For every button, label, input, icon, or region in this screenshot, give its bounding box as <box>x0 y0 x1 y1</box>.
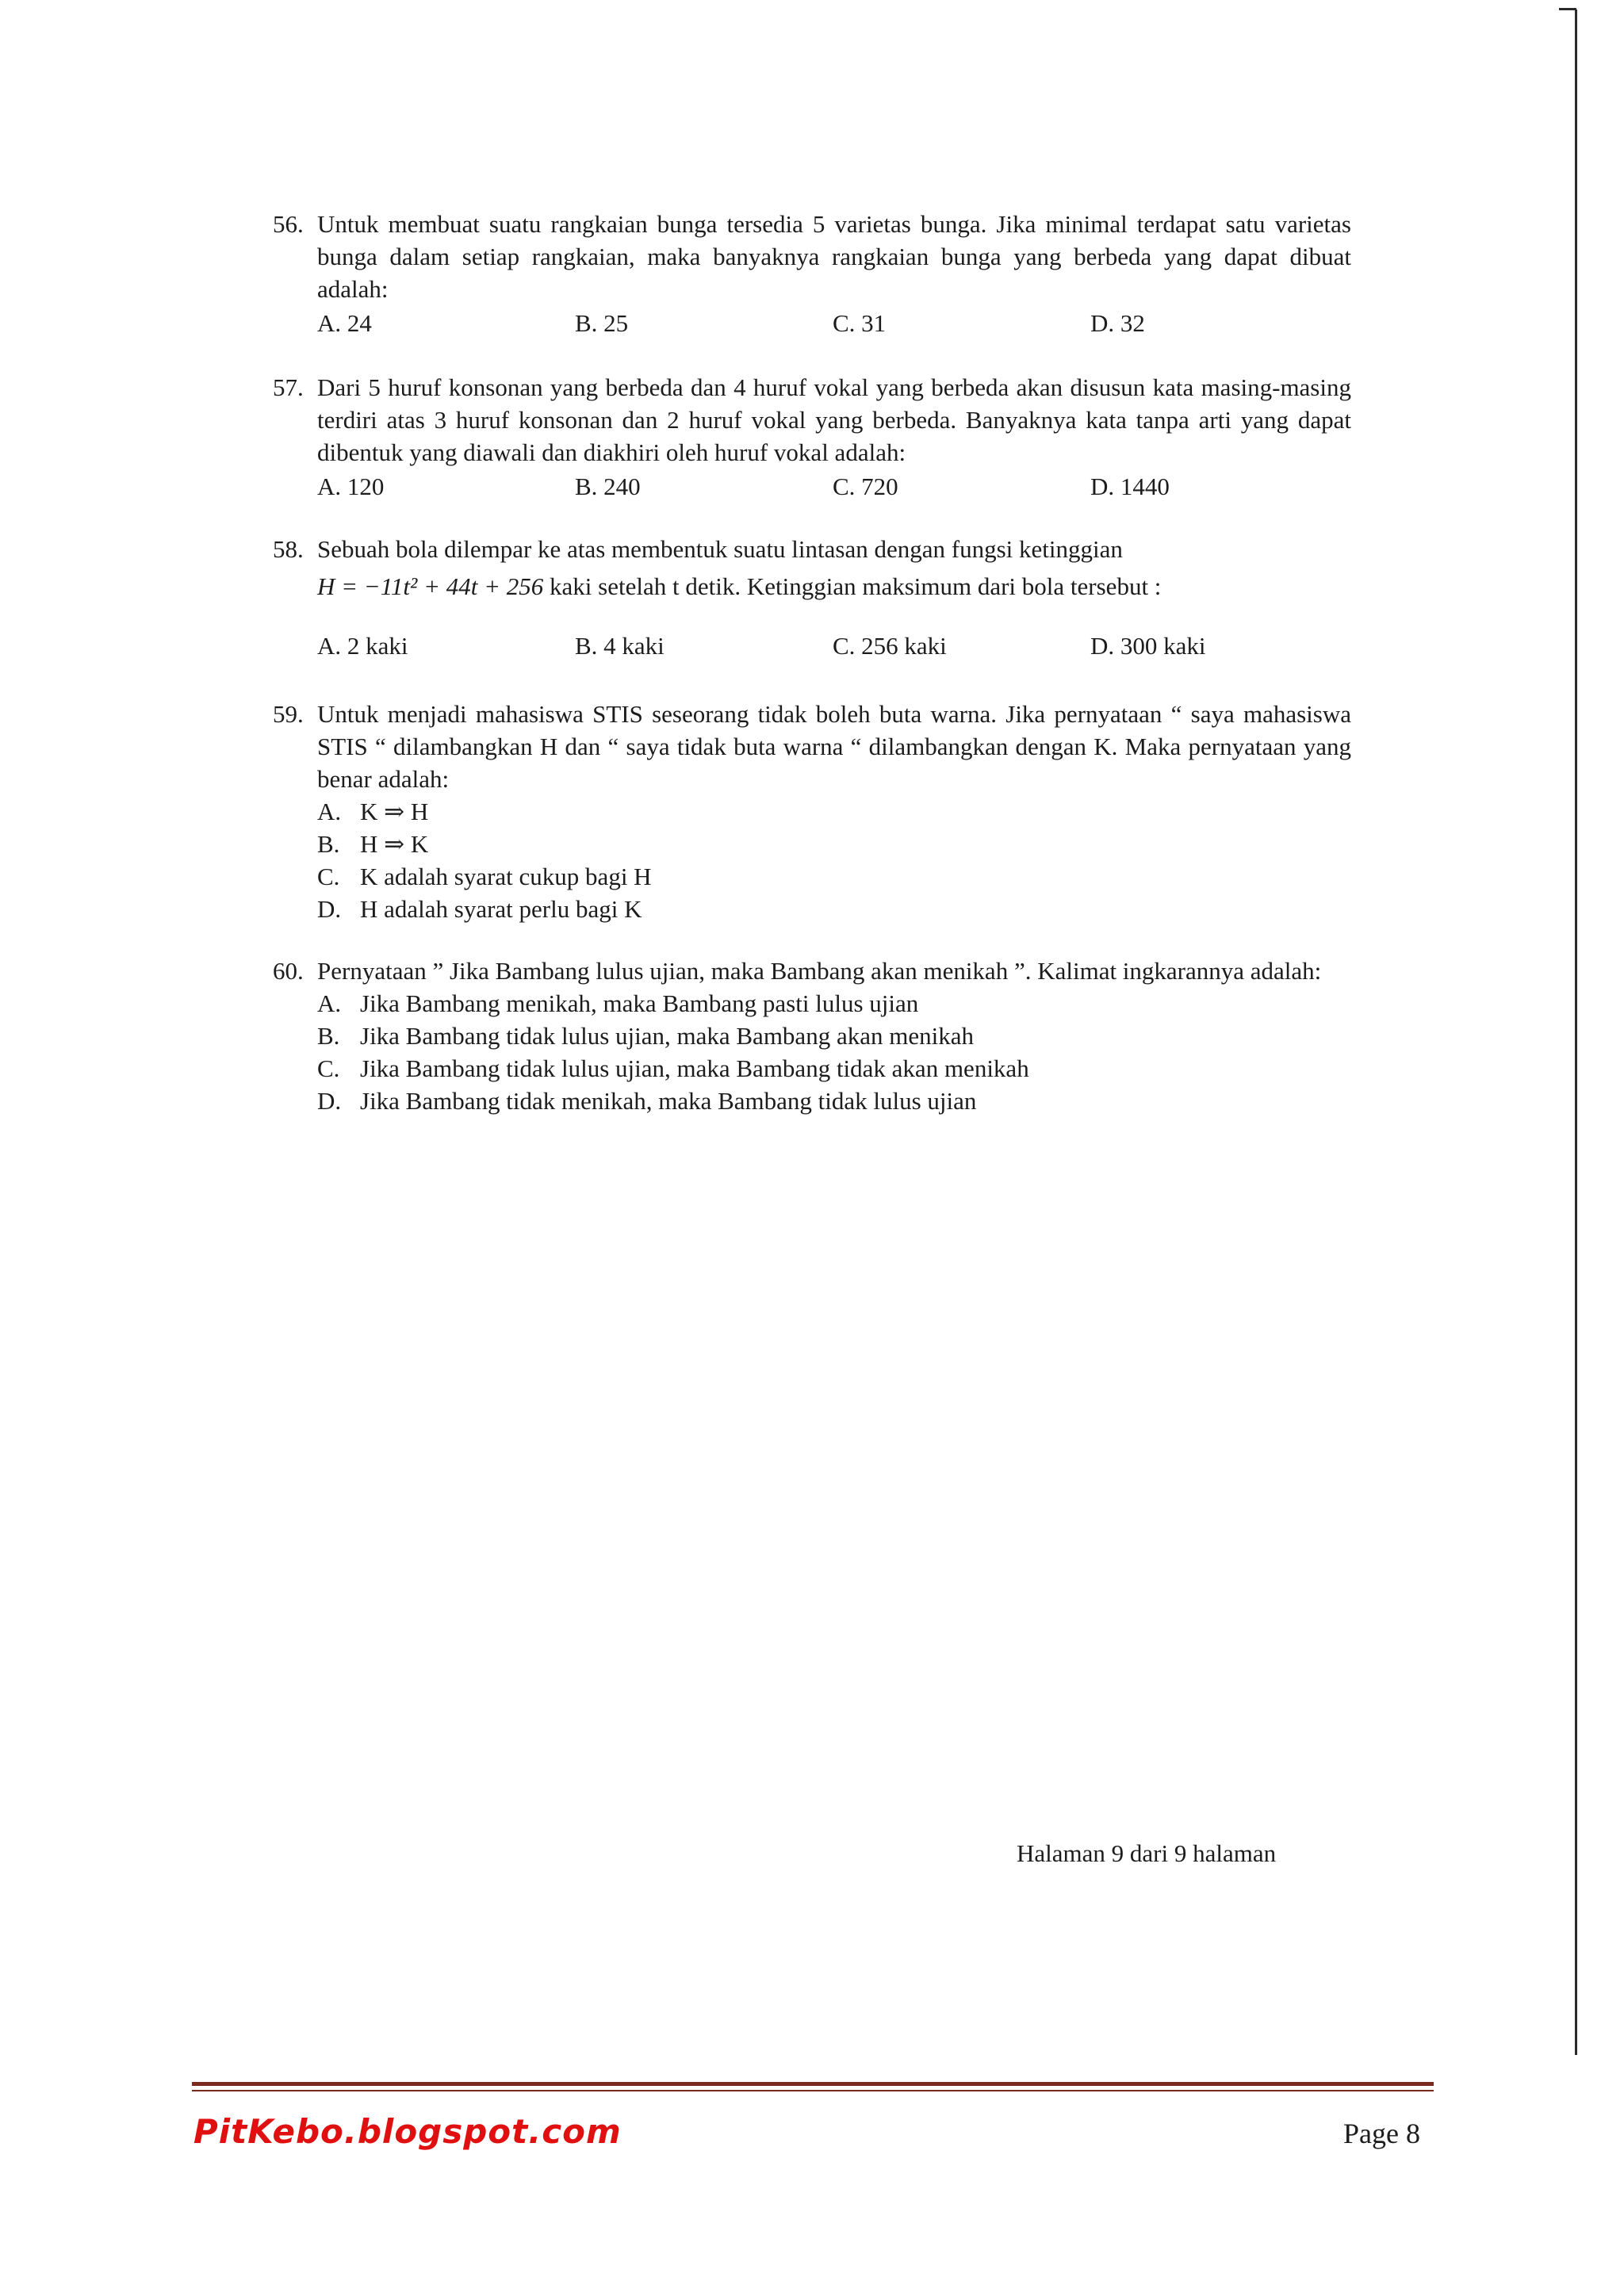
option-letter: B. <box>317 830 340 858</box>
question-text: Sebuah bola dilempar ke atas membentuk suatu lintasan dengan fungsi ketinggian <box>317 535 1123 563</box>
footer-divider <box>192 2082 1434 2086</box>
option-b: B. 25 <box>575 309 629 337</box>
option-d: D. 1440 <box>1090 473 1170 500</box>
question-text: Untuk membuat suatu rangkaian bunga tersedia 5 varietas bunga. Jika minimal terdapat satu varietas bunga dalam setiap rangkaian, maka banyaknya rangkaian bunga yang berbeda yang dapat dibuat adalah: <box>317 210 1351 303</box>
question-59 <box>273 698 1351 925</box>
option-letter: C. <box>317 1054 340 1082</box>
formula-continuation: kaki setelah t detik. Ketinggian maksimum dari bola tersebut : <box>550 572 1162 600</box>
option-c: C. 256 kaki <box>833 632 947 660</box>
scan-border-edge <box>1575 10 1577 2055</box>
answer-options <box>317 307 1351 339</box>
option-text: Jika Bambang tidak lulus ujian, maka Bambang akan menikah <box>360 1022 974 1050</box>
option-c: C. 31 <box>833 309 887 337</box>
answer-options <box>317 795 1351 925</box>
question-56 <box>273 208 1351 339</box>
question-text: Dari 5 huruf konsonan yang berbeda dan 4 huruf vokal yang berbeda akan disusun kata masing-masing terdiri atas 3 huruf konsonan dan 2 huruf vokal yang berbeda. Banyaknya kata tanpa arti yang dapat dibentuk yang diawali dan diakhiri oleh huruf vokal adalah: <box>317 373 1351 466</box>
option-b: B. 4 kaki <box>575 632 665 660</box>
option-text: Jika Bambang tidak lulus ujian, maka Bambang tidak akan menikah <box>360 1054 1029 1082</box>
option-letter: C. <box>317 863 340 890</box>
question-60 <box>273 955 1351 1117</box>
footer-divider-thin <box>192 2090 1434 2091</box>
option-a <box>317 987 1351 1020</box>
option-letter: D. <box>317 1087 342 1115</box>
option-text: K adalah syarat cukup bagi H <box>360 863 652 890</box>
page-counter: Halaman 9 dari 9 halaman <box>1017 1839 1277 1867</box>
question-number: 58. <box>273 535 304 563</box>
answer-options <box>317 470 1351 503</box>
question-number: 59. <box>273 700 304 728</box>
option-letter: D. <box>317 895 342 923</box>
option-text: H ⇒ K <box>360 830 429 858</box>
option-text: Jika Bambang menikah, maka Bambang pasti lulus ujian <box>360 989 919 1017</box>
option-d: D. 32 <box>1090 309 1145 337</box>
option-d <box>317 893 1351 925</box>
option-text: Jika Bambang tidak menikah, maka Bambang tidak lulus ujian <box>360 1087 977 1115</box>
height-formula-line <box>317 570 1351 603</box>
question-text: Untuk menjadi mahasiswa STIS seseorang tidak boleh buta warna. Jika pernyataan “ saya mahasiswa STIS “ dilambangkan H dan “ saya tidak buta warna “ dilambangkan dengan K. Maka pernyataan yang benar adalah: <box>317 700 1351 793</box>
height-formula: H = −11t² + 44t + 256 <box>317 572 544 600</box>
option-d <box>317 1085 1351 1117</box>
option-b: B. 240 <box>575 473 641 500</box>
scan-border-corner <box>1559 8 1576 10</box>
option-d: D. 300 kaki <box>1090 632 1206 660</box>
option-a: A. 2 kaki <box>317 632 408 660</box>
question-number: 56. <box>273 210 304 238</box>
option-letter: A. <box>317 989 342 1017</box>
page-number: Page 8 <box>1343 2118 1420 2149</box>
option-a <box>317 795 1351 828</box>
question-number: 57. <box>273 373 304 401</box>
question-57 <box>273 371 1351 503</box>
answer-options <box>317 987 1351 1117</box>
option-b <box>317 828 1351 860</box>
option-text: H adalah syarat perlu bagi K <box>360 895 642 923</box>
option-c <box>317 1052 1351 1085</box>
option-letter: B. <box>317 1022 340 1050</box>
answer-options <box>317 629 1351 662</box>
question-58 <box>273 533 1351 662</box>
blog-logo: PitKebo.blogspot.com <box>193 2112 622 2151</box>
option-a: A. 24 <box>317 309 372 337</box>
question-number: 60. <box>273 957 304 985</box>
option-c: C. 720 <box>833 473 898 500</box>
option-letter: A. <box>317 798 342 825</box>
option-b <box>317 1020 1351 1052</box>
option-a: A. 120 <box>317 473 385 500</box>
question-text: Pernyataan ” Jika Bambang lulus ujian, maka Bambang akan menikah ”. Kalimat ingkarannya adalah: <box>317 957 1322 985</box>
option-c <box>317 860 1351 893</box>
option-text: K ⇒ H <box>360 798 429 825</box>
